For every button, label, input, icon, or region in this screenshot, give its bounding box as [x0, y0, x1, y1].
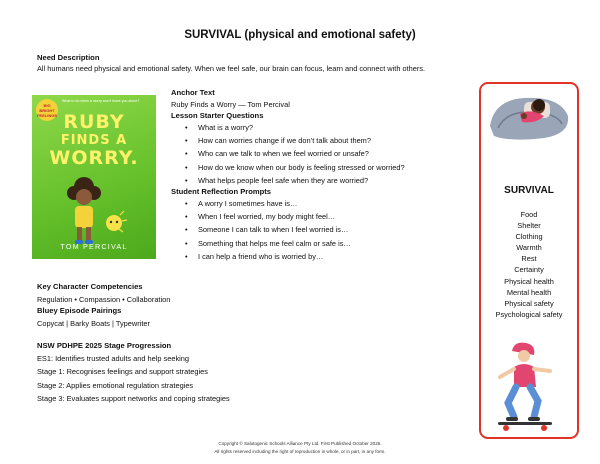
list-item: • Someone I can talk to when I feel worried is… — [171, 223, 471, 236]
bluey-text: Copycat | Barky Boats | Typewriter — [37, 319, 150, 328]
sleeping-child-icon — [484, 86, 574, 144]
reflection-list — [171, 197, 471, 263]
list-item: Psychological safety — [495, 309, 563, 319]
list-item: • Something that helps me feel calm or safe is… — [171, 237, 471, 250]
list-item: Clothing — [515, 232, 543, 242]
stage-item: ES1: Identifies trusted adults and help seeking — [37, 354, 190, 363]
content-column — [171, 88, 471, 263]
book-tagline: What to do when a worry won't leave you alone? — [62, 99, 140, 103]
list-item: Rest — [521, 254, 537, 264]
book-cover — [32, 95, 156, 259]
stage-item: Stage 3: Evaluates support networks and coping strategies — [37, 393, 230, 403]
list-item: • A worry I sometimes have is… — [171, 197, 471, 210]
book-title — [32, 112, 156, 169]
stage-item: Stage 2: Applies emotional regulation strategies — [37, 380, 194, 390]
need-section — [37, 53, 425, 74]
book-title-line2: FINDS A — [60, 133, 128, 148]
list-item: Mental health — [506, 287, 552, 297]
book-title-line1: RUBY — [63, 111, 125, 133]
competencies-text: Regulation • Compassion • Collaboration — [37, 295, 171, 304]
competencies-heading: Key Character Competencies — [37, 282, 143, 291]
bluey-heading: Bluey Episode Pairings — [37, 306, 122, 315]
panel-title: SURVIVAL — [504, 185, 554, 196]
book-title-line3: WORRY. — [49, 147, 139, 169]
list-item: • What helps people feel safe when they are worried? — [171, 174, 471, 187]
list-item: Physical health — [504, 276, 554, 286]
list-item: • What is a worry? — [171, 121, 471, 134]
list-item: Physical safety — [504, 298, 554, 308]
competencies-section — [37, 282, 437, 405]
list-item: Food — [520, 210, 538, 219]
footer-copyright: Copyright © Salutogenic Schools Alliance Pty Ltd. First Published October 2025. — [218, 441, 382, 446]
starter-list — [171, 121, 471, 187]
anchor-text: Ruby Finds a Worry — Tom Percival — [171, 100, 290, 109]
stage-heading: NSW PDHPE 2025 Stage Progression — [37, 341, 172, 350]
stage-item: Stage 1: Recognises feelings and support strategies — [37, 367, 208, 377]
starter-heading: Lesson Starter Questions — [171, 111, 264, 120]
skateboarding-child-icon — [490, 341, 564, 433]
needs-list — [479, 209, 579, 320]
list-item: Warmth — [516, 243, 542, 253]
footer-rights: All rights reserved including the right of reproduction in whole, or in part, in any form. — [214, 449, 386, 454]
list-item: Certainty — [514, 265, 544, 275]
book-series-badge: BIG BRIGHT FEELINGS — [36, 99, 58, 121]
book-author: TOM PERCIVAL — [60, 242, 128, 251]
need-text: All humans need physical and emotional safety. When we feel safe, our brain can focus, learn and connect with others. — [37, 64, 426, 73]
list-item: • Who can we talk to when we feel worried or unsafe? — [171, 147, 471, 160]
list-item: Shelter — [517, 221, 541, 231]
list-item: • How do we know when our body is feeling stressed or worried? — [171, 161, 471, 174]
need-heading: Need Description — [37, 53, 100, 62]
reflection-heading: Student Reflection Prompts — [171, 187, 271, 197]
list-item: • How can worries change if we don’t talk about them? — [171, 134, 471, 147]
anchor-heading: Anchor Text — [171, 88, 215, 97]
list-item: • I can help a friend who is worried by… — [171, 250, 471, 263]
ruby-illustration-icon — [62, 175, 132, 247]
page-title: SURVIVAL (physical and emotional safety) — [184, 29, 416, 41]
list-item: • When I feel worried, my body might feel… — [171, 210, 471, 223]
